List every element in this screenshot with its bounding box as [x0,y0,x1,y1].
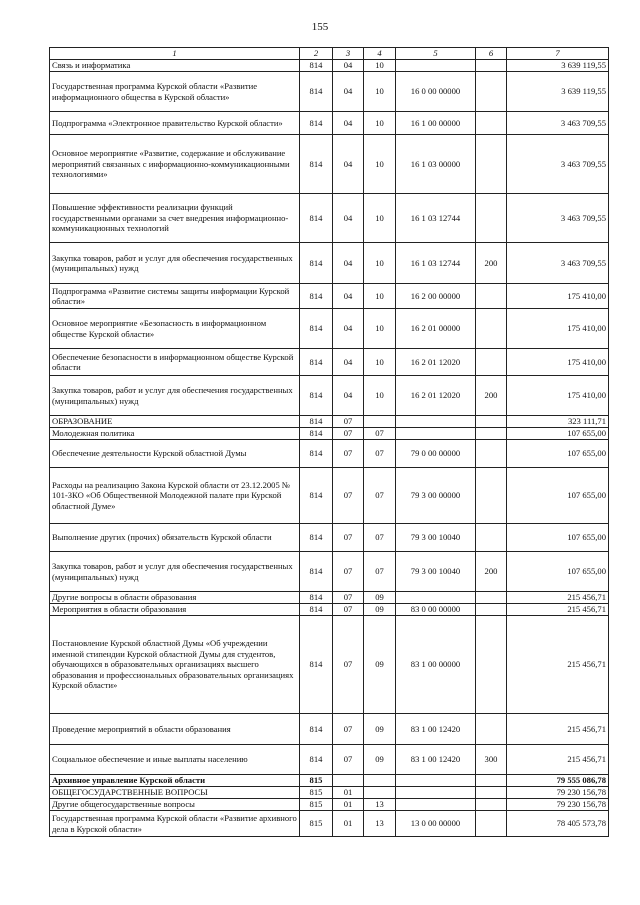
row-amount: 79 230 156,78 [507,799,609,811]
table-row [50,592,609,604]
header-col-1: 1 [50,48,300,60]
row-ved-code: 815 [300,811,333,837]
row-section-code: 04 [333,284,364,309]
table-row [50,60,609,72]
row-amount: 107 655,00 [507,428,609,440]
row-name: Выполнение других (прочих) обязательств Курской области [50,524,300,552]
row-section-code: 07 [333,604,364,616]
row-expense-type-code [476,524,507,552]
row-expense-type-code: 200 [476,376,507,416]
row-ved-code: 814 [300,416,333,428]
row-amount: 175 410,00 [507,376,609,416]
row-amount: 3 463 709,55 [507,112,609,135]
row-target-code: 16 2 00 00000 [396,284,476,309]
row-subsection-code: 09 [364,616,396,714]
table-row [50,775,609,787]
table-row [50,524,609,552]
row-target-code: 16 0 00 00000 [396,72,476,112]
header-col-4: 4 [364,48,396,60]
row-subsection-code: 10 [364,376,396,416]
row-amount: 78 405 573,78 [507,811,609,837]
row-section-code [333,775,364,787]
table-row [50,428,609,440]
row-section-code: 07 [333,714,364,745]
row-target-code: 16 1 03 00000 [396,135,476,194]
row-ved-code: 814 [300,112,333,135]
row-amount: 3 463 709,55 [507,135,609,194]
row-expense-type-code [476,787,507,799]
row-section-code: 07 [333,416,364,428]
row-amount: 3 639 119,55 [507,60,609,72]
row-name: Обеспечение безопасности в информационном обществе Курской области [50,349,300,376]
row-subsection-code: 10 [364,135,396,194]
row-expense-type-code [476,468,507,524]
row-name: Социальное обеспечение и иные выплаты населению [50,745,300,775]
row-ved-code: 814 [300,524,333,552]
row-name: Проведение мероприятий в области образования [50,714,300,745]
row-target-code: 13 0 00 00000 [396,811,476,837]
row-expense-type-code [476,428,507,440]
table-row [50,604,609,616]
row-amount: 215 456,71 [507,714,609,745]
row-target-code: 16 1 00 00000 [396,112,476,135]
row-subsection-code [364,416,396,428]
row-ved-code: 814 [300,440,333,468]
row-amount: 3 463 709,55 [507,243,609,284]
header-col-7: 7 [507,48,609,60]
row-name: Закупка товаров, работ и услуг для обеспечения государственных (муниципальных) нужд [50,376,300,416]
table-row [50,552,609,592]
row-section-code: 01 [333,799,364,811]
row-amount: 215 456,71 [507,616,609,714]
row-name: Молодежная политика [50,428,300,440]
row-section-code: 04 [333,60,364,72]
row-section-code: 07 [333,468,364,524]
row-expense-type-code [476,799,507,811]
row-subsection-code: 07 [364,428,396,440]
row-expense-type-code [476,60,507,72]
row-ved-code: 814 [300,376,333,416]
row-subsection-code: 13 [364,799,396,811]
header-col-2: 2 [300,48,333,60]
row-target-code: 83 0 00 00000 [396,604,476,616]
row-name: Мероприятия в области образования [50,604,300,616]
row-target-code: 16 2 01 00000 [396,309,476,349]
header-col-3: 3 [333,48,364,60]
row-amount: 215 456,71 [507,592,609,604]
row-target-code: 16 1 03 12744 [396,243,476,284]
table-body [50,60,609,837]
row-name: Основное мероприятие «Безопасность в информационном обществе Курской области» [50,309,300,349]
row-expense-type-code [476,135,507,194]
row-expense-type-code [476,616,507,714]
table-row [50,135,609,194]
budget-table [49,47,609,837]
row-ved-code: 814 [300,468,333,524]
table-row [50,799,609,811]
row-amount: 175 410,00 [507,349,609,376]
row-expense-type-code [476,194,507,243]
header-col-5: 5 [396,48,476,60]
row-amount: 3 463 709,55 [507,194,609,243]
table-row [50,349,609,376]
row-name: Подпрограмма «Электронное правительство Курской области» [50,112,300,135]
table-row [50,787,609,799]
table-row [50,376,609,416]
row-amount: 175 410,00 [507,309,609,349]
row-section-code: 04 [333,243,364,284]
row-name: Закупка товаров, работ и услуг для обеспечения государственных (муниципальных) нужд [50,243,300,284]
row-ved-code: 814 [300,714,333,745]
row-name: ОБРАЗОВАНИЕ [50,416,300,428]
row-name: Повышение эффективности реализации функций государственными органами за счет внедрения информационно-коммуникационных технологий [50,194,300,243]
table-row [50,745,609,775]
table-row [50,468,609,524]
row-expense-type-code [476,440,507,468]
row-ved-code: 814 [300,284,333,309]
row-subsection-code [364,787,396,799]
row-section-code: 04 [333,72,364,112]
row-ved-code: 814 [300,616,333,714]
table-row [50,714,609,745]
row-subsection-code: 13 [364,811,396,837]
row-amount: 215 456,71 [507,604,609,616]
row-subsection-code: 09 [364,592,396,604]
row-expense-type-code: 200 [476,243,507,284]
row-subsection-code: 07 [364,552,396,592]
row-ved-code: 814 [300,60,333,72]
row-section-code: 07 [333,428,364,440]
row-name: Другие вопросы в области образования [50,592,300,604]
table-row [50,440,609,468]
row-expense-type-code [476,811,507,837]
row-amount: 215 456,71 [507,745,609,775]
row-target-code: 79 3 00 10040 [396,552,476,592]
row-subsection-code: 09 [364,745,396,775]
row-amount: 79 555 086,78 [507,775,609,787]
row-subsection-code: 09 [364,714,396,745]
row-section-code: 04 [333,349,364,376]
row-ved-code: 814 [300,604,333,616]
row-ved-code: 814 [300,745,333,775]
row-target-code [396,60,476,72]
row-expense-type-code [476,284,507,309]
row-name: Другие общегосударственные вопросы [50,799,300,811]
table-row [50,284,609,309]
row-subsection-code: 09 [364,604,396,616]
row-amount: 107 655,00 [507,552,609,592]
row-name: Обеспечение деятельности Курской областной Думы [50,440,300,468]
row-name: Постановление Курской областной Думы «Об учреждении именной стипендии Курской областной Думы для студентов, обучающихся в образовательных организациях высшего образования и профессиональных образовательных организациях Курской области» [50,616,300,714]
row-expense-type-code [476,775,507,787]
row-subsection-code: 10 [364,243,396,284]
row-target-code: 83 1 00 12420 [396,714,476,745]
row-subsection-code [364,775,396,787]
row-target-code: 16 1 03 12744 [396,194,476,243]
row-section-code: 07 [333,552,364,592]
row-section-code: 07 [333,616,364,714]
row-amount: 107 655,00 [507,468,609,524]
row-name: Подпрограмма «Развитие системы защиты информации Курской области» [50,284,300,309]
row-target-code [396,428,476,440]
row-expense-type-code: 200 [476,552,507,592]
row-ved-code: 814 [300,72,333,112]
row-target-code [396,592,476,604]
row-section-code: 07 [333,524,364,552]
row-name: ОБЩЕГОСУДАРСТВЕННЫЕ ВОПРОСЫ [50,787,300,799]
row-section-code: 01 [333,811,364,837]
row-amount: 3 639 119,55 [507,72,609,112]
row-ved-code: 814 [300,194,333,243]
row-section-code: 01 [333,787,364,799]
row-name: Закупка товаров, работ и услуг для обеспечения государственных (муниципальных) нужд [50,552,300,592]
table-row [50,243,609,284]
row-subsection-code: 07 [364,524,396,552]
row-subsection-code: 10 [364,112,396,135]
row-name: Государственная программа Курской области «Развитие информационного общества в Курской области» [50,72,300,112]
table-row [50,811,609,837]
row-ved-code: 814 [300,243,333,284]
row-expense-type-code [476,309,507,349]
row-ved-code: 815 [300,787,333,799]
row-ved-code: 814 [300,309,333,349]
row-amount: 107 655,00 [507,524,609,552]
row-name: Основное мероприятие «Развитие, содержание и обслуживание мероприятий связанных с информационно-коммуникационными технологиями» [50,135,300,194]
row-ved-code: 814 [300,349,333,376]
table-row [50,616,609,714]
row-target-code [396,799,476,811]
row-subsection-code: 10 [364,194,396,243]
header-col-6: 6 [476,48,507,60]
row-section-code: 04 [333,309,364,349]
row-expense-type-code [476,592,507,604]
row-expense-type-code [476,112,507,135]
row-target-code [396,416,476,428]
row-section-code: 04 [333,194,364,243]
table-row [50,194,609,243]
row-target-code: 83 1 00 12420 [396,745,476,775]
row-target-code: 16 2 01 12020 [396,349,476,376]
row-ved-code: 814 [300,592,333,604]
row-subsection-code: 10 [364,284,396,309]
row-target-code [396,775,476,787]
row-ved-code: 814 [300,428,333,440]
row-amount: 79 230 156,78 [507,787,609,799]
page-number: 155 [311,21,329,33]
row-subsection-code: 10 [364,72,396,112]
row-target-code: 83 1 00 00000 [396,616,476,714]
row-subsection-code: 10 [364,349,396,376]
row-name: Государственная программа Курской области «Развитие архивного дела в Курской области» [50,811,300,837]
row-section-code: 04 [333,112,364,135]
row-ved-code: 814 [300,135,333,194]
row-ved-code: 814 [300,552,333,592]
row-subsection-code: 10 [364,60,396,72]
table-row [50,112,609,135]
row-section-code: 04 [333,376,364,416]
table-row [50,309,609,349]
row-ved-code: 815 [300,799,333,811]
row-name: Связь и информатика [50,60,300,72]
row-section-code: 07 [333,440,364,468]
row-name: Расходы на реализацию Закона Курской области от 23.12.2005 № 101-ЗКО «Об Общественной Молодежной палате при Курской областной Думе» [50,468,300,524]
row-target-code: 16 2 01 12020 [396,376,476,416]
row-amount: 323 111,71 [507,416,609,428]
row-amount: 175 410,00 [507,284,609,309]
row-target-code: 79 3 00 00000 [396,468,476,524]
row-section-code: 04 [333,135,364,194]
row-target-code: 79 0 00 00000 [396,440,476,468]
row-section-code: 07 [333,745,364,775]
row-subsection-code: 10 [364,309,396,349]
table-header-row [50,48,609,60]
row-expense-type-code [476,72,507,112]
row-subsection-code: 07 [364,468,396,524]
row-section-code: 07 [333,592,364,604]
row-expense-type-code [476,416,507,428]
row-name: Архивное управление Курской области [50,775,300,787]
row-expense-type-code [476,604,507,616]
row-expense-type-code [476,714,507,745]
row-subsection-code: 07 [364,440,396,468]
table-row [50,416,609,428]
row-ved-code: 815 [300,775,333,787]
row-amount: 107 655,00 [507,440,609,468]
row-target-code: 79 3 00 10040 [396,524,476,552]
row-expense-type-code [476,349,507,376]
row-target-code [396,787,476,799]
row-expense-type-code: 300 [476,745,507,775]
table-row [50,72,609,112]
